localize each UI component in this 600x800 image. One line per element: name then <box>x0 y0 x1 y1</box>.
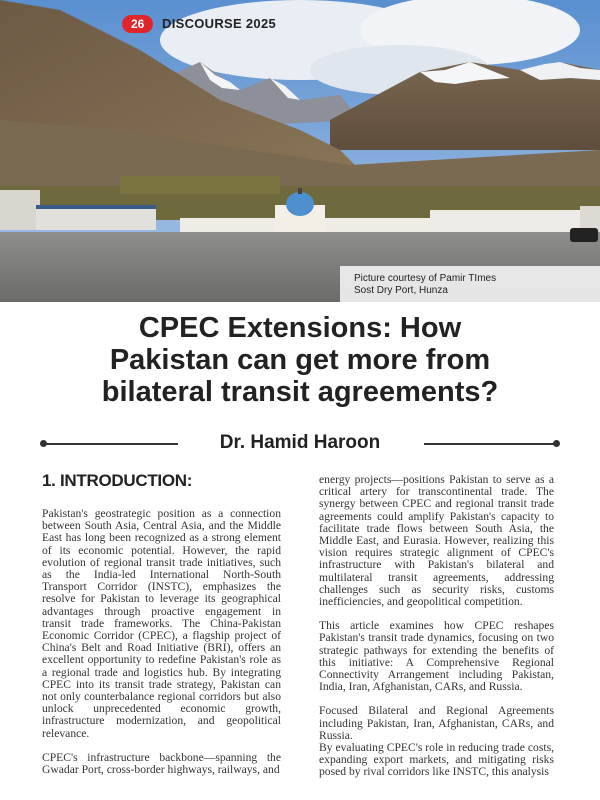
paragraph: energy projects—positions Pakistan to serve as a critical artery for transcontinental trade. The synergy between CPEC and regional transit trade agreements could amplify Pakistan's capacity to facilitate trade flows between South Asia, the Middle East, and Eurasia. However, realizing this vision requires strategic alignment of CPEC's infrastructure with Pakistan's bilateral and multilateral transit agreements, addressing challenges such as security risks, customs inefficiencies, and geopolitical competition. <box>319 473 554 609</box>
section-heading: 1. INTRODUCTION: <box>42 471 193 490</box>
author-name: Dr. Hamid Haroon <box>219 432 381 453</box>
paragraph: Pakistan's geostrategic position as a connection between South Asia, Central Asia, and the Middle East has long been recognized as a strong element of its economic potential. However, the rapid evolution of regional transit trade initiatives, such as the India-led International North-South Transport Corridor (INSTC), emphasizes the resolve for Pakistan to leverage its geographical advantages through proactive engagement in transit trade frameworks. The China-Pakistan Economic Corridor (CPEC), a flagship project of China's Belt and Road Initiative (BRI), offers an excellent opportunity to redefine Pakistan's role as a regional trade and logistics hub. By integrating CPEC into its transit trade strategy, Pakistan can not only counterbalance regional corridors but also unlock unprecedented economic growth, infrastructure modernization, and geopolitical relevance. <box>42 507 281 740</box>
paragraph: This article examines how CPEC reshapes Pakistan's transit trade dynamics, focusing on two strategic pathways for extending the benefits of this initiative: A Comprehensive Regional Connectivity Arrangement including Pakistan, India, Iran, Afghanistan, CARs, and Russia. <box>319 619 554 694</box>
caption-location: Sost Dry Port, Hunza <box>354 285 448 296</box>
article-title <box>30 312 570 408</box>
caption-credit: Picture courtesy of Pamir TImes <box>354 273 497 284</box>
mountain-port-illustration <box>0 0 600 302</box>
body-column-right <box>319 474 554 791</box>
title-line-2: Pakistan can get more from <box>109 344 491 376</box>
paragraph: Focused Bilateral and Regional Agreements including Pakistan, Iran, Afghanistan, CARs, and Russia. <box>319 704 554 742</box>
author-byline <box>40 434 560 454</box>
page-number-badge: 26 <box>122 15 153 33</box>
paragraph: CPEC's infrastructure backbone—spanning the Gwadar Port, cross-border highways, railways, and <box>42 750 281 777</box>
right-rule <box>424 443 556 445</box>
hero-photo <box>0 0 600 302</box>
paragraph: By evaluating CPEC's role in reducing trade costs, expanding export markets, and mitigating risks posed by rival corridors like INSTC, this analysis <box>319 741 554 779</box>
magazine-title: DISCOURSE 2025 <box>162 16 277 31</box>
right-rule-dot <box>553 440 560 447</box>
photo-caption <box>340 266 600 302</box>
title-line-1: CPEC Extensions: How <box>138 312 462 344</box>
body-column-left <box>42 508 281 788</box>
title-line-3: bilateral transit agreements? <box>101 376 499 408</box>
